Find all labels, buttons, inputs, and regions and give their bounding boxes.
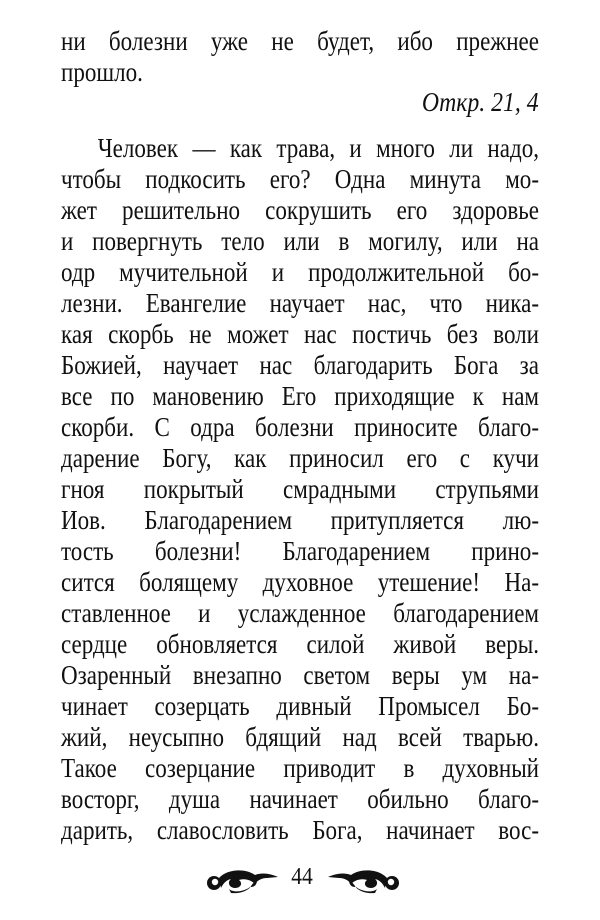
paragraph-line [61,691,539,722]
text-line-content: все по мановению Его приходящие к нам [61,381,540,411]
text-line [61,57,539,88]
paragraph-line [61,660,539,691]
scroll-ornament-left-icon [205,866,280,894]
text-line-content: дарить, славословить Бога, начинает вос- [61,815,540,845]
text-line-content: одр мучительной и продолжительной бо- [61,257,540,287]
paragraph-line [61,753,539,784]
text-line-content: кая скорбь не может нас постичь без воли [61,319,540,349]
paragraph-line [61,443,539,474]
text-line-content: тость болезни! Благодарением прино- [61,536,540,566]
text-line-content: гноя покрытый смрадными струпьями [61,474,540,504]
text-line-content: прошло. [61,57,143,87]
paragraph-line [61,505,539,536]
text-line-content: сердце обновляется силой живой веры. [61,629,540,659]
text-line-content: Такое созерцание приводит в духовный [61,753,540,783]
text-line [61,26,539,57]
text-line-content: и повергнуть тело или в могилу, или на [61,226,540,256]
paragraph-line [61,412,539,443]
scroll-ornament-right-icon [326,866,401,894]
paragraph-line [61,536,539,567]
text-line-content: дарение Богу, как приносил его с кучи [61,443,540,473]
paragraph-line [61,567,539,598]
text-line-content: Человек — как трава, и много ли надо, [97,133,540,163]
text-line-content: Божией, научает нас благодарить Бога за [61,350,540,380]
text-line-content: жий, неусыпно бдящий над всей тварью. [61,722,540,752]
scripture-citation: Откр. 21, 4 [422,87,539,117]
text-line-content: лезни. Евангелие научает нас, что ника- [61,288,540,318]
text-line-content: чтобы подкосить его? Одна минута мо- [61,164,540,194]
paragraph-line [61,598,539,629]
paragraph-line [61,474,539,505]
text-line-content: скорби. С одра болезни приносите благо- [61,412,540,442]
paragraph-line [61,288,539,319]
text-line-content: восторг, душа начинает обильно благо- [61,784,540,814]
paragraph-line [61,319,539,350]
paragraph-line [61,350,539,381]
paragraph-line [61,226,539,257]
text-line-content: жет решительно сокрушить его здоровье [61,195,540,225]
text-line-content: Озаренный внезапно светом веры ум на- [61,660,540,690]
text-line-content: ни болезни уже не будет, ибо прежнее [61,26,540,56]
text-line-content: чинает созерцать дивный Промысел Бо- [61,691,540,721]
text-line-content: Иов. Благодарением притупляется лю- [61,505,540,535]
paragraph-line [61,815,539,846]
paragraph-line [61,784,539,815]
paragraph-line [61,629,539,660]
paragraph-line [61,722,539,753]
paragraph-line [61,257,539,288]
paragraph-line [61,195,539,226]
paragraph-line [61,164,539,195]
text-line-content: ставленное и услажденное благодарением [61,598,540,628]
paragraph-line [61,381,539,412]
paragraph-line [61,133,539,164]
text-line-content: сится болящему духовное утешение! На- [61,567,540,597]
page-number: 44 [291,864,313,890]
page-footer [0,862,600,898]
